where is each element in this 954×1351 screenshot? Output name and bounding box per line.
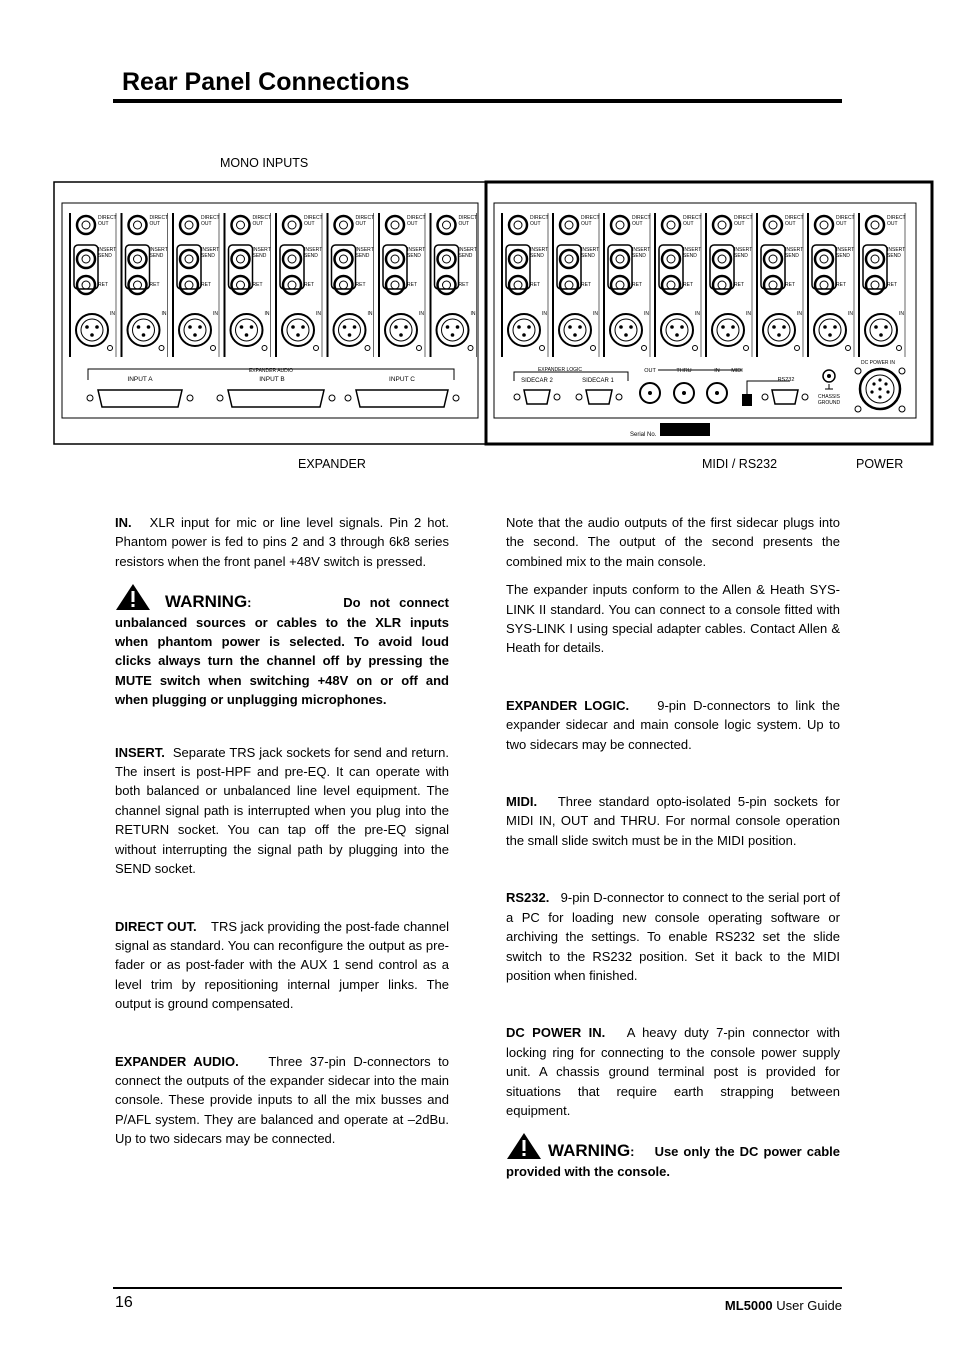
insert-send-jack[interactable]: [560, 250, 578, 268]
out-label: OUT: [355, 221, 367, 227]
insert-return-jack[interactable]: [815, 276, 833, 294]
expander-logic-paragraph: [506, 696, 840, 754]
channel-strip-right-3: [604, 213, 651, 357]
insert-return-jack[interactable]: [232, 276, 250, 294]
direct-out-jack[interactable]: [438, 216, 456, 234]
midi-section: [640, 368, 808, 406]
ground-label: GROUND: [817, 400, 841, 406]
send-label: SEND: [149, 253, 164, 259]
direct-label: DIRECT: [252, 215, 272, 221]
xlr-input-connector[interactable]: [179, 314, 211, 346]
direct-label: DIRECT: [304, 215, 323, 221]
sidecar-2-label: SIDECAR 2: [521, 378, 553, 384]
rear-panel-diagram: [0, 175, 954, 465]
ret-label: RET: [683, 282, 693, 288]
out-label: OUT: [581, 221, 592, 227]
warning-word: WARNING: [548, 1141, 631, 1161]
in-text: XLR input for mic or line level signals. Pin 2 hot. Phantom power is fed to pins 2 and 3 through 6k8 series resistors when the front panel +48V switch is pressed.: [115, 515, 449, 569]
insert-return-jack[interactable]: [866, 276, 884, 294]
channel-strip-left-6: [328, 213, 375, 357]
midi-out-socket[interactable]: [640, 383, 660, 403]
xlr-input-connector[interactable]: [385, 314, 417, 346]
send-label: SEND: [458, 253, 473, 259]
channel-strip-left-3: [173, 213, 220, 357]
direct-out-jack[interactable]: [386, 216, 404, 234]
send-label: SEND: [632, 253, 646, 259]
out-label: OUT: [734, 221, 745, 227]
channel-strip-right-1: [502, 213, 549, 357]
out-label: OUT: [407, 221, 418, 227]
insert-label: INSERT: [458, 247, 477, 253]
in-label: IN: [746, 311, 751, 317]
insert-send-jack[interactable]: [662, 250, 680, 268]
insert-label: INSERT: [785, 247, 804, 253]
out-label: OUT: [632, 221, 643, 227]
insert-label: INSERT: [407, 247, 426, 253]
midi-in-socket[interactable]: [707, 383, 727, 403]
direct-out-jack[interactable]: [713, 216, 731, 234]
warning-text: Use only the DC power cable provided with the console.: [506, 1144, 840, 1179]
out-label: OUT: [887, 221, 898, 227]
send-label: SEND: [355, 253, 370, 259]
insert-return-jack[interactable]: [509, 276, 527, 294]
in-label: IN: [419, 311, 424, 317]
insert-return-jack[interactable]: [438, 276, 456, 294]
rs232-connector[interactable]: [762, 390, 808, 404]
rs232-paragraph: [506, 888, 840, 985]
midi-text: Three standard opto-isolated 5-pin sockets for MIDI IN, OUT and THRU. For normal console operation the small slide switch must be in the MIDI position.: [506, 794, 840, 848]
insert-send-jack[interactable]: [129, 250, 147, 268]
direct-out-jack[interactable]: [180, 216, 198, 234]
ret-label: RET: [632, 282, 642, 288]
midi-thru-label: THRU: [676, 368, 692, 374]
insert-return-jack[interactable]: [283, 276, 301, 294]
in-label: IN: [797, 311, 802, 317]
channel-strip-left-4: [225, 213, 272, 357]
insert-label: INSERT: [530, 247, 549, 253]
rs232-text: 9-pin D-connector to connect to the serial port of a PC for loading new console operating software or archiving the settings. To enable RS232 set the slide switch to the RS232 position. Set it back to the MIDI position when finished.: [506, 890, 840, 983]
channel-strip-right-5: [706, 213, 753, 357]
input-b-label: INPUT B: [259, 376, 285, 383]
ret-label: RET: [304, 282, 314, 288]
left-column: [115, 513, 449, 1158]
insert-return-jack[interactable]: [77, 276, 95, 294]
direct-out-jack[interactable]: [662, 216, 680, 234]
direct-label: DIRECT: [458, 215, 478, 221]
direct-out-jack[interactable]: [611, 216, 629, 234]
direct-out-jack[interactable]: [866, 216, 884, 234]
dc-power-in-label: DC POWER IN: [861, 360, 895, 366]
xlr-input-connector[interactable]: [334, 314, 366, 346]
in-label: IN: [470, 311, 476, 317]
syslink-note: The expander inputs conform to the Allen & Heath SYS-LINK II standard. You can connect to a console fitted with SYS-LINK I using special adapter cables. Contact Allen & Heath for details.: [506, 582, 840, 656]
send-label: SEND: [734, 253, 748, 259]
in-paragraph: [115, 513, 449, 571]
d37-connector-c[interactable]: [345, 390, 459, 407]
footer-model: ML5000: [724, 1298, 773, 1313]
insert-label: INSERT: [252, 247, 271, 253]
direct-out-text: TRS jack providing the post-fade channel signal as standard. You can reconfigure the output as pre-fader or as post-fader with the AUX 1 send control as a level trim by repositioning internal jumper links. The output is ground compensated.: [115, 918, 449, 1012]
expander-logic-title: EXPANDER LOGIC: [537, 367, 583, 373]
out-label: OUT: [252, 221, 264, 227]
insert-label: INSERT: [632, 247, 651, 253]
channel-strip-left-2: [122, 213, 169, 357]
in-label: IN: [264, 311, 270, 317]
direct-label: DIRECT: [734, 215, 753, 221]
insert-label: INSERT: [836, 247, 855, 253]
in-label: IN: [644, 311, 649, 317]
channel-strip-left-8: [431, 213, 478, 357]
send-label: SEND: [887, 253, 901, 259]
out-label: OUT: [683, 221, 694, 227]
direct-out-jack[interactable]: [232, 216, 250, 234]
out-label: OUT: [836, 221, 847, 227]
channel-strip-right-4: [655, 213, 702, 357]
d37-connector-a[interactable]: [87, 390, 193, 407]
send-label: SEND: [252, 253, 267, 259]
send-label: SEND: [201, 253, 215, 259]
ret-label: RET: [458, 282, 469, 288]
insert-return-jack[interactable]: [764, 276, 782, 294]
dc-power-paragraph: [506, 1023, 840, 1120]
phantom-warning: WARNING: Do not connect unbalanced sources or cables to the XLR inputs when phantom power is selected. To avoid loud clicks always turn the channel off by pressing the MUTE switch when switching +48V on or off and when plugging or unplugging microphones.: [115, 583, 449, 709]
xlr-input-connector[interactable]: [437, 314, 469, 346]
expander-audio-text: Three 37-pin D-connectors to connect the outputs of the expander sidecar into the main console. These provide inputs to all the mix busses and P/AFL system. They are balanced and operate at –2dBu. Up to two sidecars may be connected.: [115, 1053, 449, 1147]
in-label: IN: [316, 311, 321, 317]
send-label: SEND: [581, 253, 595, 259]
xlr-input-connector[interactable]: [661, 314, 693, 346]
out-label: OUT: [530, 221, 541, 227]
insert-send-jack[interactable]: [77, 250, 95, 268]
in-label: IN: [542, 311, 547, 317]
insert-return-jack[interactable]: [662, 276, 680, 294]
page-number: 16: [115, 1294, 133, 1311]
ret-label: RET: [887, 282, 897, 288]
input-c-label: INPUT C: [389, 376, 415, 383]
insert-label: INSERT: [581, 247, 600, 253]
direct-out-jack[interactable]: [815, 216, 833, 234]
direct-label: DIRECT: [632, 215, 651, 221]
send-label: SEND: [304, 253, 318, 259]
direct-out-jack[interactable]: [283, 216, 301, 234]
midi-in-label: IN: [714, 368, 720, 374]
insert-heading: INSERT.: [115, 744, 165, 760]
dc-power-in-connector[interactable]: [855, 360, 905, 412]
in-label: IN: [367, 311, 373, 317]
in-label: IN: [213, 311, 218, 317]
insert-send-jack[interactable]: [335, 250, 353, 268]
ret-label: RET: [98, 282, 108, 288]
midi-thru-socket[interactable]: [674, 383, 694, 403]
out-label: OUT: [98, 221, 109, 227]
insert-return-jack[interactable]: [611, 276, 629, 294]
insert-send-jack[interactable]: [611, 250, 629, 268]
in-heading: IN.: [115, 515, 132, 530]
ret-label: RET: [407, 282, 417, 288]
send-label: SEND: [530, 253, 544, 259]
xlr-input-connector[interactable]: [508, 314, 540, 346]
insert-send-jack[interactable]: [764, 250, 782, 268]
channel-strip-left-7: [379, 213, 426, 357]
chassis-label: CHASSIS: [818, 394, 840, 400]
expander-label: EXPANDER: [298, 457, 366, 471]
insert-send-jack[interactable]: [180, 250, 198, 268]
dc-power-warning: WARNING: Use only the DC power cable provided with the console.: [506, 1132, 840, 1181]
power-label: POWER: [856, 457, 904, 471]
mono-inputs-label: MONO INPUTS: [220, 156, 309, 170]
channel-strip-left-5: [276, 213, 323, 357]
xlr-input-connector[interactable]: [282, 314, 314, 346]
footer-title: [725, 1298, 842, 1313]
direct-label: DIRECT: [836, 215, 855, 221]
insert-label: INSERT: [734, 247, 753, 253]
in-label: IN: [593, 311, 598, 317]
send-label: SEND: [785, 253, 799, 259]
direct-label: DIRECT: [683, 215, 702, 221]
expander-logic-section: [514, 367, 628, 404]
direct-label: DIRECT: [785, 215, 804, 221]
direct-label: DIRECT: [887, 215, 906, 221]
ret-label: RET: [201, 282, 211, 288]
input-a-label: INPUT A: [127, 376, 153, 383]
insert-text: Separate TRS jack sockets for send and return. The insert is post-HPF and pre-EQ. It can operate with both balanced or unbalanced line level equipment. The channel signal path is interrupted when you plug into the RETURN socket. You can tap off the pre-EQ signal without interrupting the signal path by plugging into the SEND socket.: [115, 744, 449, 877]
out-label: OUT: [458, 221, 470, 227]
d9-sidecar-1[interactable]: [576, 390, 622, 404]
insert-send-jack[interactable]: [438, 250, 456, 268]
warning-icon: [115, 583, 151, 611]
midi-label: MIDI: [731, 368, 743, 374]
d9-sidecar-2[interactable]: [514, 390, 560, 404]
insert-send-jack[interactable]: [386, 250, 404, 268]
dc-power-heading: DC POWER IN.: [506, 1025, 606, 1041]
out-label: OUT: [149, 221, 161, 227]
direct-out-paragraph: [115, 917, 449, 1014]
in-label: IN: [695, 311, 700, 317]
xlr-input-connector[interactable]: [231, 314, 263, 346]
in-label: IN: [848, 311, 853, 317]
in-label: IN: [899, 311, 904, 317]
footer-rule: [113, 1287, 842, 1289]
direct-out-jack[interactable]: [129, 216, 147, 234]
chassis-ground-terminal[interactable]: [818, 370, 841, 406]
dc-power-text: A heavy duty 7-pin connector with locking ring for connecting to the console power supply unit. A chassis ground terminal post is provided for situations that require earth strapping between equipment.: [506, 1025, 841, 1118]
insert-send-jack[interactable]: [509, 250, 527, 268]
insert-label: INSERT: [201, 247, 220, 253]
midi-heading: MIDI.: [506, 794, 538, 810]
out-label: OUT: [785, 221, 796, 227]
ret-label: RET: [530, 282, 540, 288]
send-label: SEND: [683, 253, 697, 259]
sidecar-1-label: SIDECAR 1: [582, 378, 614, 384]
serial-number-plate: [660, 423, 710, 436]
xlr-input-connector[interactable]: [128, 314, 160, 346]
insert-send-jack[interactable]: [232, 250, 250, 268]
channel-strip-left-1: [70, 213, 117, 357]
xlr-input-connector[interactable]: [814, 314, 846, 346]
insert-return-jack[interactable]: [180, 276, 198, 294]
insert-return-jack[interactable]: [129, 276, 147, 294]
direct-label: DIRECT: [355, 215, 375, 221]
expander-audio-title: EXPANDER AUDIO: [248, 368, 294, 374]
xlr-input-connector[interactable]: [76, 314, 108, 346]
send-label: SEND: [836, 253, 850, 259]
insert-label: INSERT: [149, 247, 168, 253]
direct-label: DIRECT: [201, 215, 220, 221]
insert-return-jack[interactable]: [335, 276, 353, 294]
expander-audio-section: [87, 368, 459, 407]
sidecar-note: Note that the audio outputs of the first sidecar plugs into the second. The output of the second presents the combined mix to the main console.: [506, 515, 840, 569]
xlr-input-connector[interactable]: [763, 314, 795, 346]
warning-icon: [506, 1132, 542, 1160]
ret-label: RET: [355, 282, 366, 288]
channel-strip-right-6: [757, 213, 804, 357]
xlr-input-connector[interactable]: [559, 314, 591, 346]
insert-label: INSERT: [304, 247, 323, 253]
ret-label: RET: [785, 282, 795, 288]
ret-label: RET: [149, 282, 160, 288]
d37-connector-b[interactable]: [217, 390, 335, 407]
direct-out-jack[interactable]: [509, 216, 527, 234]
direct-out-jack[interactable]: [560, 216, 578, 234]
in-label: IN: [161, 311, 167, 317]
page-title: Rear Panel Connections: [122, 68, 410, 96]
midi-paragraph: [506, 792, 840, 850]
serial-no-label: Serial No.: [630, 432, 657, 438]
direct-label: DIRECT: [407, 215, 426, 221]
expander-audio-heading: EXPANDER AUDIO.: [115, 1053, 239, 1069]
footer-guide: User Guide: [776, 1298, 842, 1313]
expander-logic-heading: EXPANDER LOGIC.: [506, 697, 630, 713]
direct-out-jack[interactable]: [77, 216, 95, 234]
ret-label: RET: [734, 282, 744, 288]
expander-logic-text: 9-pin D-connectors to link the expander sidecar and main console logic system. Up to two sidecars may be connected.: [506, 697, 840, 752]
direct-label: DIRECT: [98, 215, 117, 221]
insert-return-jack[interactable]: [560, 276, 578, 294]
xlr-input-connector[interactable]: [865, 314, 897, 346]
insert-label: INSERT: [683, 247, 702, 253]
direct-label: DIRECT: [149, 215, 169, 221]
direct-out-jack[interactable]: [764, 216, 782, 234]
insert-send-jack[interactable]: [815, 250, 833, 268]
rs232-heading: RS232.: [506, 890, 550, 906]
direct-label: DIRECT: [581, 215, 600, 221]
insert-return-jack[interactable]: [713, 276, 731, 294]
out-label: OUT: [304, 221, 315, 227]
xlr-input-connector[interactable]: [610, 314, 642, 346]
in-label: IN: [110, 311, 115, 317]
insert-send-jack[interactable]: [866, 250, 884, 268]
send-label: SEND: [407, 253, 421, 259]
ret-label: RET: [581, 282, 591, 288]
insert-send-jack[interactable]: [713, 250, 731, 268]
midi-rs232-slide-switch[interactable]: [742, 394, 752, 406]
warning-text: Do not connect unbalanced sources or cables to the XLR inputs when phantom power is selected. To avoid loud clicks always turn the channel off by pressing the MUTE switch when switching +48V on or off and when plugging or unplugging microphones.: [115, 595, 449, 708]
ret-label: RET: [252, 282, 263, 288]
insert-send-jack[interactable]: [283, 250, 301, 268]
direct-label: DIRECT: [530, 215, 549, 221]
direct-out-heading: DIRECT OUT.: [115, 918, 197, 934]
title-rule: [113, 99, 842, 103]
direct-out-jack[interactable]: [335, 216, 353, 234]
insert-paragraph: [115, 743, 449, 879]
ret-label: RET: [836, 282, 846, 288]
rs232-label: RS232: [777, 377, 795, 383]
midi-out-label: OUT: [644, 368, 656, 374]
insert-label: INSERT: [887, 247, 906, 253]
insert-label: INSERT: [98, 247, 117, 253]
insert-label: INSERT: [355, 247, 374, 253]
right-column: [506, 513, 840, 1190]
channel-strip-right-8: [859, 213, 906, 357]
channel-strip-right-2: [553, 213, 600, 357]
channel-strip-right-7: [808, 213, 855, 357]
expander-audio-paragraph: [115, 1052, 449, 1149]
send-label: SEND: [98, 253, 112, 259]
insert-return-jack[interactable]: [386, 276, 404, 294]
xlr-input-connector[interactable]: [712, 314, 744, 346]
midi-rs232-label: MIDI / RS232: [702, 457, 778, 471]
out-label: OUT: [201, 221, 212, 227]
warning-word: WARNING: [165, 592, 248, 612]
